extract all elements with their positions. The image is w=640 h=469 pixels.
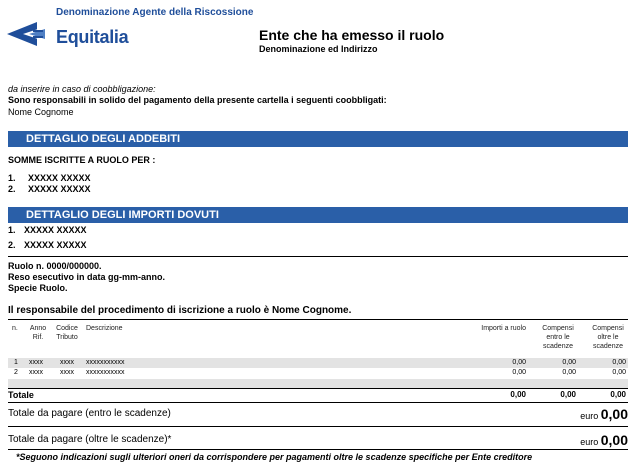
cell-codice: xxxx <box>60 359 74 366</box>
currency: euro <box>580 437 599 447</box>
agent-label: Denominazione Agente della Riscossione <box>56 7 254 18</box>
amount: 0,00 <box>600 406 628 422</box>
divider <box>8 402 628 403</box>
header-n: n. <box>12 325 18 332</box>
cell-oltre: 0,00 <box>612 369 626 376</box>
divider <box>8 426 628 427</box>
header-importi: Importi a ruolo <box>481 325 526 332</box>
ente-title: Ente che ha emesso il ruolo <box>259 27 445 43</box>
section-importi-title: DETTAGLIO DEGLI IMPORTI DOVUTI <box>8 207 628 223</box>
ruolo-esecutivo: Reso esecutivo in data gg-mm-anno. <box>8 272 166 282</box>
divider <box>8 256 628 257</box>
ruolo-numero: Ruolo n. 0000/000000. <box>8 261 102 271</box>
header-compensi-oltre: Compensi oltre le scadenze <box>592 325 624 350</box>
header-descrizione: Descrizione <box>86 325 123 332</box>
addebiti-item <box>8 173 91 183</box>
item-text: XXXXX XXXXX <box>24 225 87 235</box>
item-number: 1. <box>8 225 16 235</box>
addebiti-item <box>8 184 91 194</box>
cell-descrizione: xxxxxxxxxxx <box>86 369 125 376</box>
cell-oltre: 0,00 <box>612 359 626 366</box>
cell-anno: xxxx <box>29 359 43 366</box>
totale-importi: 0,00 <box>510 390 526 399</box>
ruolo-specie: Specie Ruolo. <box>8 283 68 293</box>
item-text: XXXXX XXXXX <box>28 184 91 194</box>
cell-anno: xxxx <box>29 369 43 376</box>
pay-oltre-label: Totale da pagare (oltre le scadenze)* <box>8 434 172 445</box>
divider <box>8 449 628 450</box>
header-codice: Codice Tributo <box>56 325 78 341</box>
cell-descrizione: xxxxxxxxxxx <box>86 359 125 366</box>
pay-entro-label: Totale da pagare (entro le scadenze) <box>8 408 171 419</box>
header-compensi-entro: Compensi entro le scadenze <box>542 325 574 350</box>
item-text: XXXXX XXXXX <box>28 173 91 183</box>
pay-entro-amount <box>580 406 628 422</box>
pay-oltre-amount <box>580 432 628 448</box>
cell-entro: 0,00 <box>562 359 576 366</box>
coobbligazione-text: Sono responsabili in solido del pagamento della presente cartella i seguenti coobbligati: <box>8 95 387 105</box>
cell-n: 1 <box>14 359 18 366</box>
totale-label: Totale <box>8 390 34 400</box>
importi-item <box>8 225 87 235</box>
cell-importi: 0,00 <box>512 369 526 376</box>
ente-subtitle: Denominazione ed Indirizzo <box>259 44 378 54</box>
somme-label: SOMME ISCRITTE A RUOLO PER : <box>8 155 156 165</box>
totale-oltre: 0,00 <box>610 390 626 399</box>
item-text: XXXXX XXXXX <box>24 240 87 250</box>
footnote: *Seguono indicazioni sugli ulteriori oneri da corrispondere per pagamenti oltre le scadenze specifiche per Ente creditore <box>16 452 533 462</box>
cell-entro: 0,00 <box>562 369 576 376</box>
equitalia-logo-icon <box>7 18 51 50</box>
divider <box>8 388 628 389</box>
item-number: 2. <box>8 184 16 194</box>
header-anno: Anno Rif. <box>29 325 47 341</box>
coobbligazione-note: da inserire in caso di coobbligazione: <box>8 84 156 94</box>
item-number: 2. <box>8 240 16 250</box>
coobbligato-name: Nome Cognome <box>8 107 74 117</box>
importi-item <box>8 240 87 250</box>
section-addebiti-title: DETTAGLIO DEGLI ADDEBITI <box>8 131 628 147</box>
divider <box>8 319 628 320</box>
currency: euro <box>580 411 599 421</box>
responsabile-procedimento: Il responsabile del procedimento di iscrizione a ruolo è Nome Cognome. <box>8 305 352 316</box>
item-number: 1. <box>8 173 16 183</box>
totale-entro: 0,00 <box>560 390 576 399</box>
equitalia-logo-text: Equitalia <box>56 27 129 47</box>
cell-importi: 0,00 <box>512 359 526 366</box>
cell-codice: xxxx <box>60 369 74 376</box>
cell-n: 2 <box>14 369 18 376</box>
amount: 0,00 <box>600 432 628 448</box>
